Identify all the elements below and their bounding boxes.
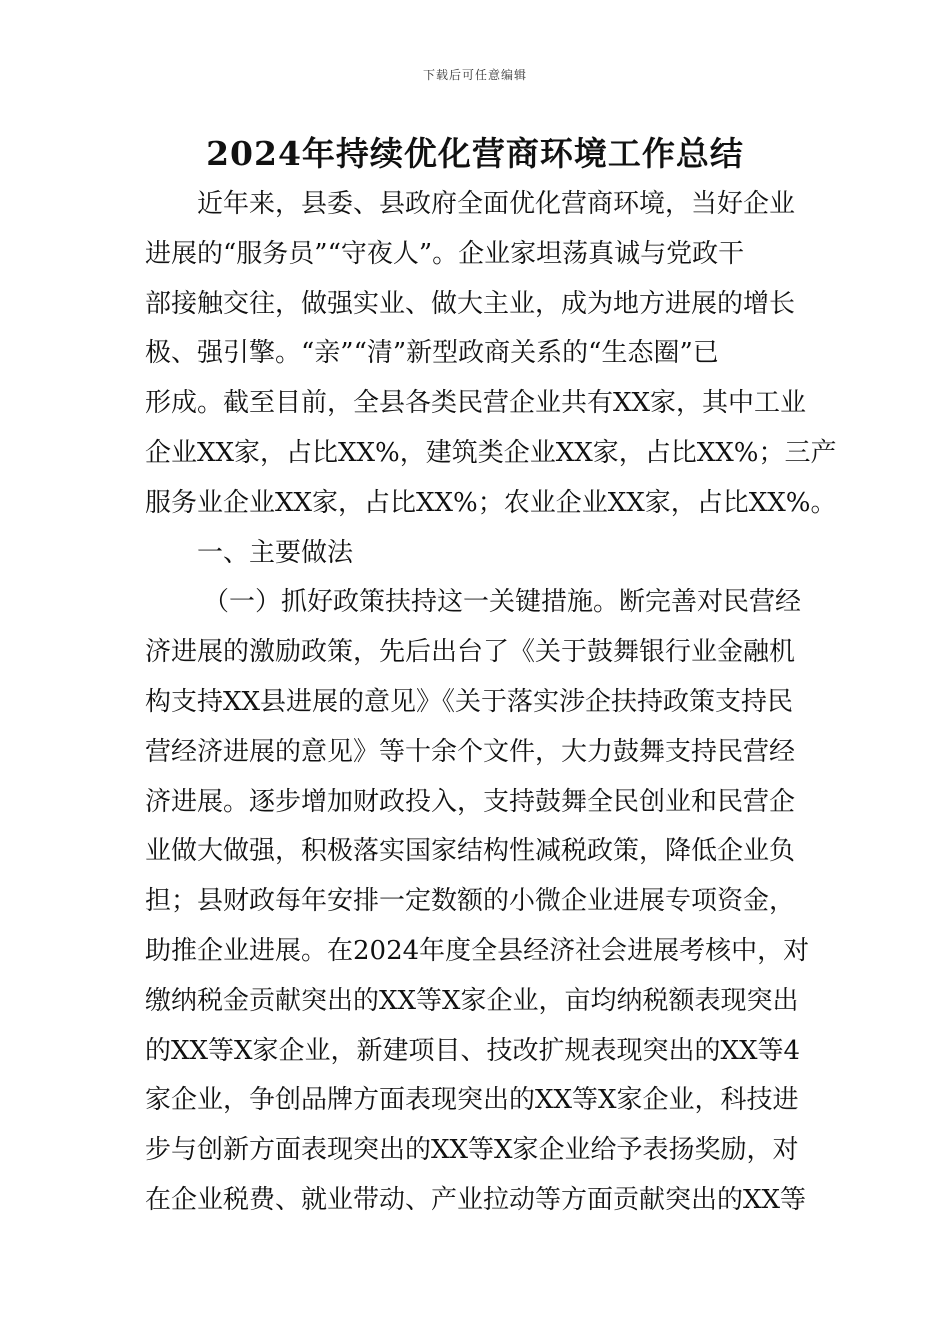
paragraph-line: 营经济进展的意见》等十余个文件，大力鼓舞支持民营经 bbox=[145, 736, 796, 767]
section-heading: 一、主要做法 bbox=[197, 537, 354, 568]
subsection-line: （一）抓好政策扶持这一关键措施。断完善对民营经 bbox=[203, 587, 802, 618]
paragraph-line: 步与创新方面表现突出的XX等X家企业给予表扬奖励，对 bbox=[145, 1135, 799, 1166]
paragraph-line: 部接触交往，做强实业、做大主业，成为地方进展的增长 bbox=[145, 288, 796, 319]
paragraph-line: 服务业企业XX家，占比XX%；农业企业XX家，占比XX%。 bbox=[145, 487, 837, 518]
paragraph-line: 的XX等X家企业，新建项目、技改扩规表现突出的XX等4 bbox=[145, 1035, 801, 1066]
paragraph-line: 缴纳税金贡献突出的XX等X家企业，亩均纳税额表现突出 bbox=[145, 985, 799, 1016]
paragraph-line: 家企业，争创品牌方面表现突出的XX等X家企业，科技进 bbox=[145, 1085, 799, 1116]
paragraph-line: 担；县财政每年安排一定数额的小微企业进展专项资金， bbox=[145, 886, 796, 917]
paragraph-line: 助推企业进展。在2024年度全县经济社会进展考核中，对 bbox=[145, 935, 810, 966]
paragraph-line: 形成。截至目前，全县各类民营企业共有XX家，其中工业 bbox=[145, 388, 807, 419]
paragraph-line: 在企业税费、就业带动、产业拉动等方面贡献突出的XX等 bbox=[145, 1184, 807, 1215]
paragraph-line: 业做大做强，积极落实国家结构性减税政策，降低企业负 bbox=[145, 836, 796, 867]
paragraph-line: 济进展。逐步增加财政投入，支持鼓舞全民创业和民营企 bbox=[145, 786, 796, 817]
paragraph-line: 极、强引擎。“亲”“清”新型政商关系的“生态圈”已 bbox=[145, 338, 719, 369]
header-note: 下载后可任意编辑 bbox=[422, 68, 527, 82]
paragraph-line: 近年来，县委、县政府全面优化营商环境，当好企业 bbox=[197, 189, 796, 219]
document-title: 2024年持续优化营商环境工作总结 bbox=[206, 134, 744, 173]
paragraph-line: 进展的“服务员”“守夜人”。企业家坦荡真诚与党政干 bbox=[145, 238, 745, 269]
paragraph-line: 济进展的激励政策，先后出台了《关于鼓舞银行业金融机 bbox=[145, 637, 796, 668]
paragraph-line: 构支持XX县进展的意见》《关于落实涉企扶持政策支持民 bbox=[145, 686, 794, 717]
paragraph-line: 企业XX家，占比XX%，建筑类企业XX家，占比XX%；三产 bbox=[145, 437, 837, 468]
document-body bbox=[145, 180, 837, 1226]
